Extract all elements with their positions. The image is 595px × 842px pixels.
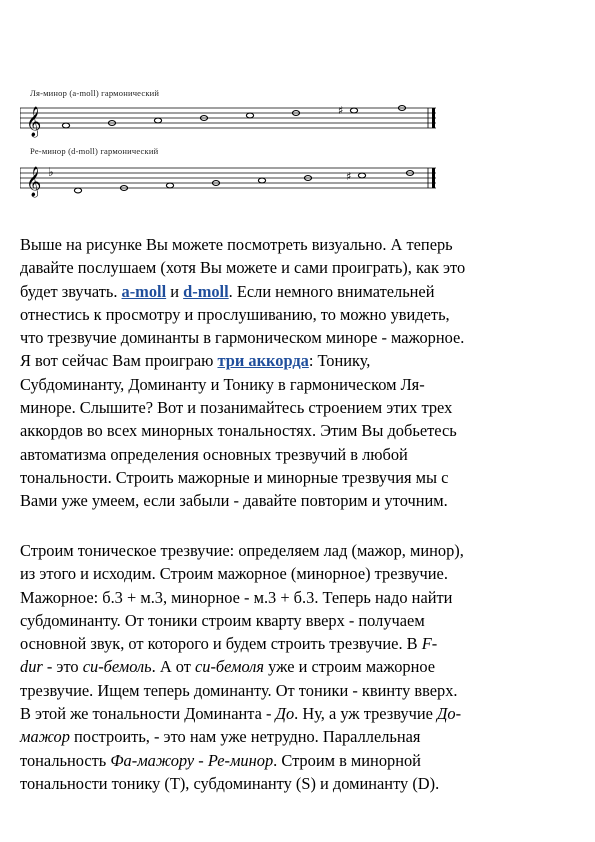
paragraph-1 [20, 233, 580, 513]
text-line: тональность Фа-мажору - Ре-минор. Строим в минорной [20, 750, 421, 770]
text-line: Субдоминанту, Доминанту и Тонику в гармоническом Ля- [20, 374, 425, 394]
text-line: трезвучие. Ищем теперь доминанту. От тоники - квинту вверх. [20, 680, 458, 700]
text-line: dur - это си-бемоль. А от си-бемоля уже и строим мажорное [20, 657, 436, 677]
text-line: основной звук, от которого и будем строить трезвучие. В F- [20, 634, 438, 654]
text-line: субдоминанту. От тоники строим кварту вверх - получаем [20, 610, 425, 630]
treble-clef-icon: 𝄞 [26, 107, 42, 137]
sharp-icon: ♯ [346, 170, 352, 183]
text-line: тональности тонику (T), субдоминанту (S) и доминанту (D). [20, 773, 440, 793]
text-line: тональности. Строить мажорные и минорные трезвучия мы с [20, 467, 449, 487]
staff-d-moll [20, 156, 440, 198]
staff-a-moll [20, 96, 440, 138]
staff2-label: Ре-минор (d-moll) гармонический [30, 146, 159, 156]
text-line: Выше на рисунке Вы можете посмотреть визуально. А теперь [20, 235, 453, 254]
flat-icon: ♭ [48, 165, 54, 179]
staff1-label: Ля-минор (a-moll) гармонический [30, 88, 160, 98]
treble-clef-icon: 𝄞 [26, 167, 42, 197]
text-line: мажор построить, - это нам уже нетрудно. Параллельная [20, 727, 421, 747]
text-line: В этой же тональности Доминанта - До. Ну, а уж трезвучие До- [20, 704, 462, 724]
link-three-chords[interactable]: три аккорда [217, 351, 309, 371]
text-line: давайте послушаем (хотя Вы можете и сами проиграть), как это [20, 258, 466, 278]
link-d-moll[interactable]: d-moll [183, 281, 229, 301]
link-a-moll[interactable]: a-moll [121, 281, 167, 301]
text-line: из этого и исходим. Строим мажорное (минорное) трезвучие. [20, 564, 448, 584]
text-line: Мажорное: б.3 + м.3, минорное - м.3 + б.3. Теперь надо найти [20, 587, 453, 607]
text-line: миноре. Слышите? Вот и позанимайтесь строением этих трех [20, 398, 453, 418]
sharp-icon: ♯ [338, 104, 344, 117]
paragraph-2 [20, 539, 580, 795]
text-line: Строим тоническое трезвучие: определяем лад (мажор, минор), [20, 541, 464, 560]
text-line: Вами уже умеем, если забыли - давайте повторим и уточним. [20, 491, 448, 511]
text-line: аккордов во всех минорных тональностях. Этим Вы добьетесь [20, 421, 457, 441]
text-line: Я вот сейчас Вам проиграю три аккорда: Тонику, [20, 351, 371, 371]
text-line: отнестись к просмотру и прослушиванию, то можно увидеть, [20, 304, 450, 324]
text-line: автоматизма определения основных трезвучий в любой [20, 444, 408, 464]
text-line: будет звучать. a-moll и d-moll. Если немного внимательней [20, 281, 435, 301]
text-line: что трезвучие доминанты в гармоническом миноре - мажорное. [20, 328, 465, 348]
